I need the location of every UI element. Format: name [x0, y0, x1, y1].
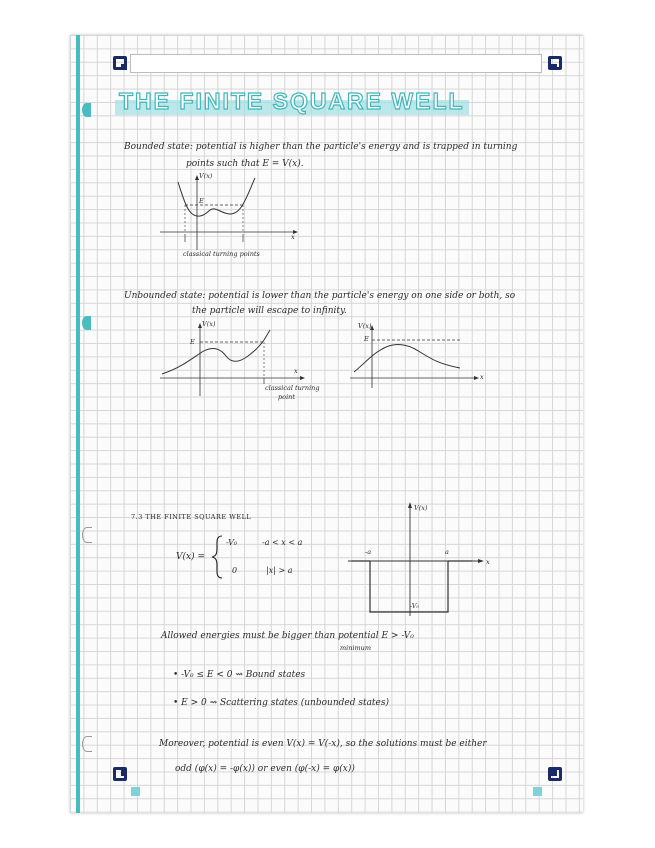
unbounded-graph2-xlabel: x	[480, 373, 484, 381]
bounded-graph-elabel: E	[199, 197, 204, 205]
corner-marker-top-left	[113, 56, 127, 70]
bullet-bound-states: • -V₀ ≤ E < 0 ⇝ Bound states	[173, 670, 306, 680]
page-title: THE FINITE SQUARE WELL	[115, 88, 469, 115]
unbounded-graph1-ylabel: V(x)	[202, 320, 216, 328]
equation-lhs: V(x) =	[176, 552, 205, 562]
bounded-graph-caption: classical turning points	[183, 250, 260, 258]
case1-value: -V₀	[226, 538, 238, 547]
well-xlabel: x	[486, 558, 490, 566]
allowed-energies-text: Allowed energies must be bigger than potential E > -V₀	[161, 631, 414, 641]
corner-marker-bottom-left	[113, 767, 127, 781]
unbounded-text-line2: the particle will escape to infinity.	[192, 306, 347, 316]
bounded-text-line1: Bounded state: potential is higher than the particle's energy and is trapped in turning	[124, 142, 518, 152]
case2-condition: |x| > a	[266, 566, 293, 575]
unbounded-graph2-ylabel: V(x)	[358, 322, 372, 330]
unbounded-graph1-elabel: E	[190, 338, 195, 346]
bounded-text-line2: points such that E = V(x).	[186, 159, 304, 169]
unbounded-graph1-xlabel: x	[294, 367, 298, 375]
well-neg-a: -a	[365, 548, 372, 556]
binder-hole-4	[82, 736, 92, 752]
unbounded-text-line1: Unbounded state: potential is lower than the particle's energy on one side or both, so	[124, 291, 516, 301]
case2-value: 0	[232, 566, 238, 575]
well-pos-a: a	[445, 548, 449, 556]
well-depth: -V₀	[410, 602, 420, 610]
allowed-energies-sub: minimum	[340, 644, 372, 652]
margin-line	[76, 35, 80, 813]
moreover-line2: odd (φ(x) = -φ(x)) or even (φ(-x) = φ(x))	[175, 764, 355, 774]
well-ylabel: V(x)	[414, 504, 428, 512]
unbounded-graph1-caption-1: classical turning	[265, 384, 320, 392]
header-box	[130, 54, 542, 73]
bounded-graph-ylabel: V(x)	[199, 172, 213, 180]
binder-hole-2	[82, 316, 91, 330]
case1-condition: -a < x < a	[262, 538, 303, 547]
unbounded-graph1-caption-2: point	[278, 393, 295, 401]
unbounded-graph2-elabel: E	[364, 335, 369, 343]
unbounded-graph-2	[350, 322, 490, 392]
binder-hole-1	[82, 103, 91, 117]
corner-marker-top-right	[548, 56, 562, 70]
bounded-graph-xlabel: x	[291, 233, 295, 241]
corner-marker-bottom-right	[548, 767, 562, 781]
equation-brace	[210, 534, 224, 580]
bounded-potential-graph	[160, 170, 300, 260]
cyan-square-left	[131, 787, 140, 796]
binder-hole-3	[82, 527, 92, 543]
section-heading: 7.3 THE FINITE SQUARE WELL	[131, 513, 252, 521]
moreover-line1: Moreover, potential is even V(x) = V(-x), so the solutions must be either	[159, 739, 487, 749]
cyan-square-right	[533, 787, 542, 796]
bullet-scattering-states: • E > 0 ⇝ Scattering states (unbounded states)	[173, 698, 390, 708]
